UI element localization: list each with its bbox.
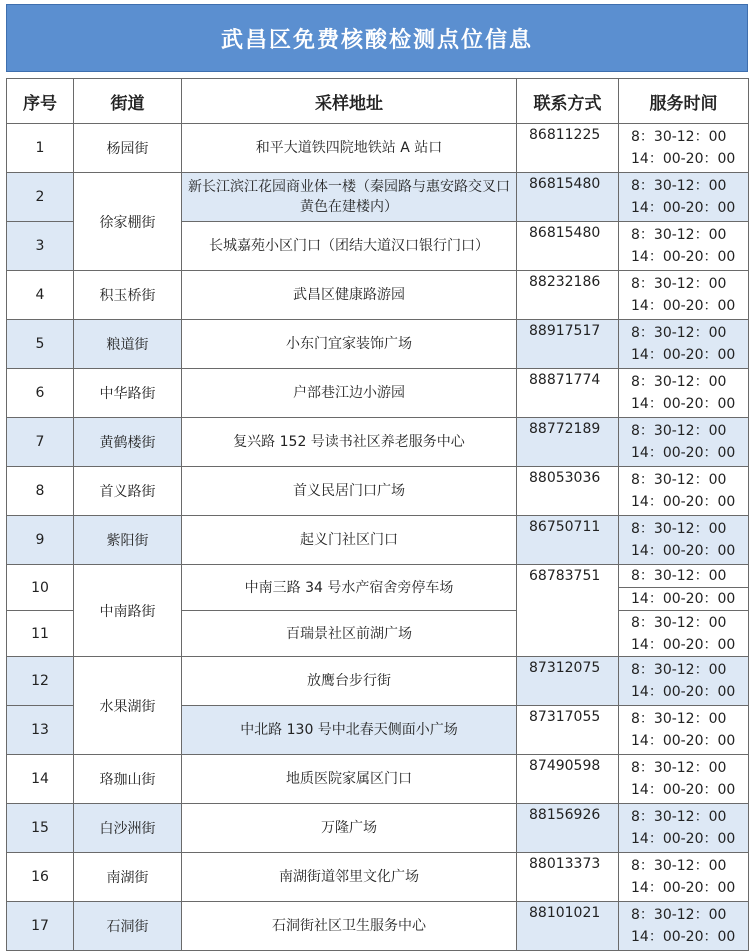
header-street: 街道: [74, 79, 182, 124]
hours-pm: 14：00-20：00: [631, 782, 736, 798]
row-hours: [619, 124, 749, 173]
row-no: 6: [7, 369, 74, 418]
row-no: 5: [7, 320, 74, 369]
row-phone: 87312075: [517, 657, 619, 706]
table-row: [7, 804, 749, 853]
row-phone: 88232186: [517, 271, 619, 320]
row-no: 10: [7, 565, 74, 611]
header-no: 序号: [7, 79, 74, 124]
table-row: [7, 418, 749, 467]
row-address: 地质医院家属区门口: [182, 755, 517, 804]
row-no: 16: [7, 853, 74, 902]
row-hours: [619, 418, 749, 467]
hours-am: 8：30-12：00: [631, 907, 727, 923]
row-address: 万隆广场: [182, 804, 517, 853]
hours-pm: 14：00-20：00: [631, 249, 736, 265]
row-phone: 86750711: [517, 516, 619, 565]
row-phone: 68783751: [517, 565, 619, 657]
table-row: [7, 369, 749, 418]
row-address: 新长江滨江花园商业体一楼（秦园路与惠安路交叉口黄色在建楼内）: [182, 173, 517, 222]
row-address: 起义门社区门口: [182, 516, 517, 565]
hours-am: 8：30-12：00: [619, 565, 748, 588]
hours-pm: 14：00-20：00: [631, 929, 736, 945]
row-phone: 88053036: [517, 467, 619, 516]
row-hours: [619, 853, 749, 902]
row-street: 杨园街: [74, 124, 182, 173]
row-address: 和平大道铁四院地铁站 A 站口: [182, 124, 517, 173]
row-no: 1: [7, 124, 74, 173]
testing-sites-table: [6, 78, 749, 951]
hours-am: 8：30-12：00: [631, 129, 727, 145]
row-hours: [619, 271, 749, 320]
header-hours: 服务时间: [619, 79, 749, 124]
row-address: 南湖街道邻里文化广场: [182, 853, 517, 902]
row-address: 户部巷江边小游园: [182, 369, 517, 418]
table-row: [7, 124, 749, 173]
row-phone: 86815480: [517, 222, 619, 271]
row-phone: 87317055: [517, 706, 619, 755]
row-no: 4: [7, 271, 74, 320]
row-no: 15: [7, 804, 74, 853]
row-address: 中北路 130 号中北春天侧面小广场: [182, 706, 517, 755]
row-street: 首义路街: [74, 467, 182, 516]
row-address: 放鹰台步行街: [182, 657, 517, 706]
row-hours: [619, 173, 749, 222]
hours-pm: 14：00-20：00: [631, 494, 736, 510]
hours-am: 8：30-12：00: [631, 325, 727, 341]
row-street: 徐家棚街: [74, 173, 182, 271]
row-no: 14: [7, 755, 74, 804]
row-phone: 88871774: [517, 369, 619, 418]
row-hours: [619, 565, 749, 611]
row-street: 珞珈山街: [74, 755, 182, 804]
row-no: 12: [7, 657, 74, 706]
hours-pm: 14：00-20：00: [631, 591, 736, 607]
hours-pm: 14：00-20：00: [631, 733, 736, 749]
table-body: [7, 124, 749, 951]
hours-am: 8：30-12：00: [631, 521, 727, 537]
row-street: 中南路街: [74, 565, 182, 657]
hours-pm: 14：00-20：00: [631, 880, 736, 896]
hours-am: 8：30-12：00: [631, 423, 727, 439]
row-no: 13: [7, 706, 74, 755]
row-hours: [619, 467, 749, 516]
table-row: [7, 516, 749, 565]
table-row: [7, 320, 749, 369]
hours-pm: 14：00-20：00: [631, 396, 736, 412]
row-no: 17: [7, 902, 74, 951]
table-row: [7, 565, 749, 611]
row-street: 南湖街: [74, 853, 182, 902]
hours-pm: 14：00-20：00: [631, 200, 736, 216]
row-hours: [619, 516, 749, 565]
row-street: 石洞街: [74, 902, 182, 951]
row-no: 9: [7, 516, 74, 565]
row-address: 首义民居门口广场: [182, 467, 517, 516]
table-row: [7, 271, 749, 320]
row-hours: [619, 657, 749, 706]
row-address: 百瑞景社区前湖广场: [182, 611, 517, 657]
hours-am: 8：30-12：00: [631, 276, 727, 292]
row-street: 紫阳街: [74, 516, 182, 565]
row-street: 粮道街: [74, 320, 182, 369]
row-phone: 86815480: [517, 173, 619, 222]
row-hours: [619, 222, 749, 271]
table-row: [7, 755, 749, 804]
hours-pm: 14：00-20：00: [631, 151, 736, 167]
row-no: 2: [7, 173, 74, 222]
table-row: [7, 657, 749, 706]
row-street: 白沙洲街: [74, 804, 182, 853]
hours-am: 8：30-12：00: [631, 662, 727, 678]
row-street: 黄鹤楼街: [74, 418, 182, 467]
table-row: [7, 467, 749, 516]
row-no: 7: [7, 418, 74, 467]
hours-pm: 14：00-20：00: [631, 298, 736, 314]
row-phone: 87490598: [517, 755, 619, 804]
header-address: 采样地址: [182, 79, 517, 124]
hours-am: 8：30-12：00: [631, 614, 727, 631]
hours-pm: 14：00-20：00: [631, 543, 736, 559]
row-phone: 88772189: [517, 418, 619, 467]
row-street: 中华路街: [74, 369, 182, 418]
page-title: 武昌区免费核酸检测点位信息: [6, 4, 748, 72]
row-address: 复兴路 152 号读书社区养老服务中心: [182, 418, 517, 467]
header-contact: 联系方式: [517, 79, 619, 124]
row-phone: 88156926: [517, 804, 619, 853]
row-hours: [619, 369, 749, 418]
row-phone: 86811225: [517, 124, 619, 173]
row-no: 11: [7, 611, 74, 657]
row-no: 8: [7, 467, 74, 516]
header-row: [7, 79, 749, 124]
row-no: 3: [7, 222, 74, 271]
row-phone: 88917517: [517, 320, 619, 369]
sheet: [6, 4, 748, 951]
hours-am: 8：30-12：00: [631, 374, 727, 390]
row-street: 水果湖街: [74, 657, 182, 755]
hours-am: 8：30-12：00: [631, 227, 727, 243]
hours-am: 8：30-12：00: [631, 472, 727, 488]
hours-pm: 14：00-20：00: [631, 636, 736, 653]
row-address: 长城嘉苑小区门口（团结大道汉口银行门口）: [182, 222, 517, 271]
hours-pm: 14：00-20：00: [631, 684, 736, 700]
row-address: 中南三路 34 号水产宿舍旁停车场: [182, 565, 517, 611]
hours-am: 8：30-12：00: [631, 858, 727, 874]
hours-am: 8：30-12：00: [631, 809, 727, 825]
table-row: [7, 173, 749, 222]
row-address: 小东门宜家装饰广场: [182, 320, 517, 369]
table-row: [7, 853, 749, 902]
hours-am: 8：30-12：00: [631, 178, 727, 194]
hours-am: 8：30-12：00: [631, 760, 727, 776]
row-hours: [619, 706, 749, 755]
row-hours: [619, 320, 749, 369]
hours-pm: 14：00-20：00: [631, 831, 736, 847]
row-hours: [619, 611, 749, 657]
row-phone: 88101021: [517, 902, 619, 951]
row-address: 石洞街社区卫生服务中心: [182, 902, 517, 951]
hours-pm: 14：00-20：00: [631, 445, 736, 461]
row-address: 武昌区健康路游园: [182, 271, 517, 320]
row-hours: [619, 804, 749, 853]
hours-am: 8：30-12：00: [631, 711, 727, 727]
row-phone: 88013373: [517, 853, 619, 902]
row-hours: [619, 755, 749, 804]
hours-pm: 14：00-20：00: [631, 347, 736, 363]
row-street: 积玉桥街: [74, 271, 182, 320]
